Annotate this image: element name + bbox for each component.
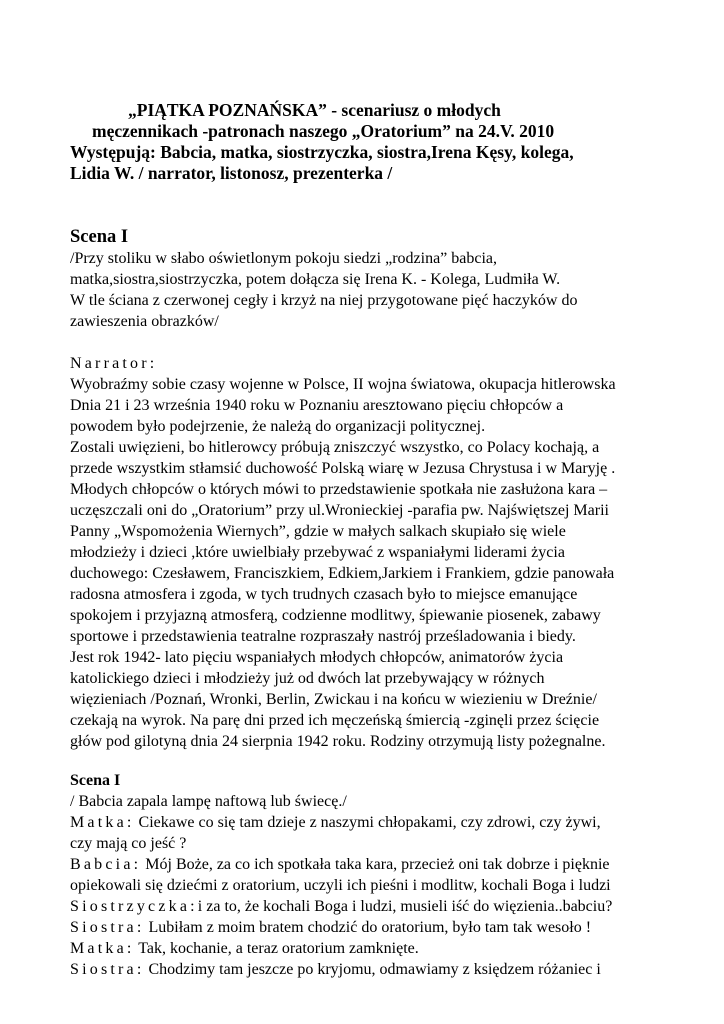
dialogue-line bbox=[70, 938, 710, 959]
narration bbox=[70, 374, 710, 752]
paragraph-line: Wyobraźmy sobie czasy wojenne w Polsce, II wojna światowa, okupacja hitlerowska bbox=[70, 376, 616, 393]
scene-1-heading: Scena I bbox=[70, 227, 129, 247]
paragraph-line: Zostali uwięzieni, bo hitlerowcy próbują zniszczyć wszystko, co Polacy kochają, a bbox=[70, 439, 600, 456]
paragraph-line: więzieniach /Poznań, Wronki, Berlin, Zwickau i na końcu w wiezieniu w Dreźnie/ bbox=[70, 691, 597, 708]
speaker-label: Matka: bbox=[70, 940, 135, 957]
paragraph-line: duchowego: Czesławem, Franciszkiem, Edkiem,Jarkiem i Frankiem, gdzie panowała bbox=[70, 565, 615, 582]
speaker-label: Siostrzyczka: bbox=[70, 898, 198, 915]
paragraph-line: sportowe i przedstawienia teatralne rozpraszały nastrój prześladowania i biedy. bbox=[70, 628, 576, 645]
dialogue-text: i za to, że kochali Boga i ludzi, musieli iść do więzienia..babciu? bbox=[197, 898, 613, 915]
paragraph-line: Dnia 21 i 23 września 1940 roku w Poznaniu aresztowano pięciu chłopców a bbox=[70, 397, 564, 414]
paragraph-line: W tle ściana z czerwonej cegły i krzyż na niej przygotowane pięć haczyków do bbox=[70, 292, 578, 309]
paragraph-line: Jest rok 1942- lato pięciu wspaniałych młodych chłopców, animatorów życia bbox=[70, 649, 564, 666]
dialogue-line bbox=[70, 896, 710, 917]
paragraph-line: katolickiego dzieci i młodzieży już od dwóch lat przebywający w różnych bbox=[70, 670, 545, 687]
speaker-label: Siostra: bbox=[70, 961, 145, 978]
dialogue-line bbox=[70, 854, 710, 875]
scene-2-heading: Scena I bbox=[70, 772, 121, 789]
scene-1-stage-directions bbox=[70, 248, 710, 332]
paragraph-line: radosna atmosfera i zgoda, w tych trudnych czasach było to miejsce emanujące bbox=[70, 586, 578, 603]
dialogue-text: Chodzimy tam jeszcze po kryjomu, odmawiamy z księdzem różaniec i bbox=[144, 961, 601, 978]
dialogue bbox=[70, 812, 710, 980]
title-line-3: Występują: Babcia, matka, siostrzyczka, siostra,Irena Kęsy, kolega, bbox=[70, 142, 574, 162]
speaker-label: Babcia: bbox=[70, 856, 142, 873]
paragraph-line: młodzieży i dzieci ,które uwielbiały przebywać z wspaniałymi liderami życia bbox=[70, 544, 565, 561]
spacer bbox=[70, 332, 710, 353]
title-line-2: męczennikach -patronach naszego „Oratorium” na 24.V. 2010 bbox=[92, 121, 555, 141]
document-page bbox=[70, 100, 710, 980]
paragraph-line: przede wszystkim stłamsić duchowość Polską wiarę w Jezusa Chrystusa i w Maryję . bbox=[70, 460, 616, 477]
paragraph-line: uczęszczali oni do „Oratorium” przy ul.Wronieckiej -parafia pw. Najświętszej Marii bbox=[70, 502, 609, 519]
dialogue-line bbox=[70, 959, 710, 980]
dialogue-text: Mój Boże, za co ich spotkała taka kara, przecież oni tak dobrze i pięknie bbox=[141, 856, 610, 873]
paragraph-line: Panny „Wspomożenia Wiernych”, gdzie w małych salkach skupiało się wiele bbox=[70, 523, 566, 540]
paragraph-line: głów pod gilotyną dnia 24 sierpnia 1942 roku. Rodziny otrzymują listy pożegnalne. bbox=[70, 733, 606, 750]
dialogue-text: opiekowali się dziećmi z oratorium, uczyli ich pieśni i modlitw, kochali Boga i ludzi bbox=[70, 877, 611, 894]
dialogue-text: Tak, kochanie, a teraz oratorium zamknięte. bbox=[134, 940, 419, 957]
dialogue-text: Lubiłam z moim bratem chodzić do oratorium, było tam tak wesoło ! bbox=[144, 919, 592, 936]
narrator-label: Narrator: bbox=[70, 355, 158, 372]
title-line-4: Lidia W. / narrator, listonosz, prezenterka / bbox=[70, 163, 393, 183]
title-line-1: „PIĄTKA POZNAŃSKA” - scenariusz o młodych bbox=[128, 100, 501, 120]
document-title bbox=[70, 100, 710, 184]
paragraph-line: czekają na wyrok. Na parę dni przed ich męczeńską śmiercią -zginęli przez ścięcie bbox=[70, 712, 600, 729]
paragraph-line: spokojem i przyjazną atmosferą, codzienne modlitwy, śpiewanie piosenek, zabawy bbox=[70, 607, 601, 624]
dialogue-line bbox=[70, 812, 710, 833]
scene-2-stage-direction: / Babcia zapala lampę naftową lub świecę./ bbox=[70, 793, 347, 810]
dialogue-line bbox=[70, 875, 710, 896]
paragraph-line: Młodych chłopców o których mówi to przedstawienie spotkała nie zasłużona kara – bbox=[70, 481, 608, 498]
paragraph-line: /Przy stoliku w słabo oświetlonym pokoju siedzi „rodzina” babcia, bbox=[70, 250, 498, 267]
dialogue-line bbox=[70, 833, 710, 854]
dialogue-text: Ciekawe co się tam dzieje z naszymi chłopakami, czy zdrowi, czy żywi, bbox=[134, 814, 601, 831]
dialogue-text: czy mają co jeść ? bbox=[70, 835, 187, 852]
dialogue-line bbox=[70, 917, 710, 938]
paragraph-line: matka,siostra,siostrzyczka, potem dołącza się Irena K. - Kolega, Ludmiła W. bbox=[70, 271, 561, 288]
paragraph-line: zawieszenia obrazków/ bbox=[70, 313, 219, 330]
speaker-label: Siostra: bbox=[70, 919, 145, 936]
paragraph-line: powodem było podejrzenie, że należą do organizacji politycznej. bbox=[70, 418, 486, 435]
speaker-label: Matka: bbox=[70, 814, 135, 831]
